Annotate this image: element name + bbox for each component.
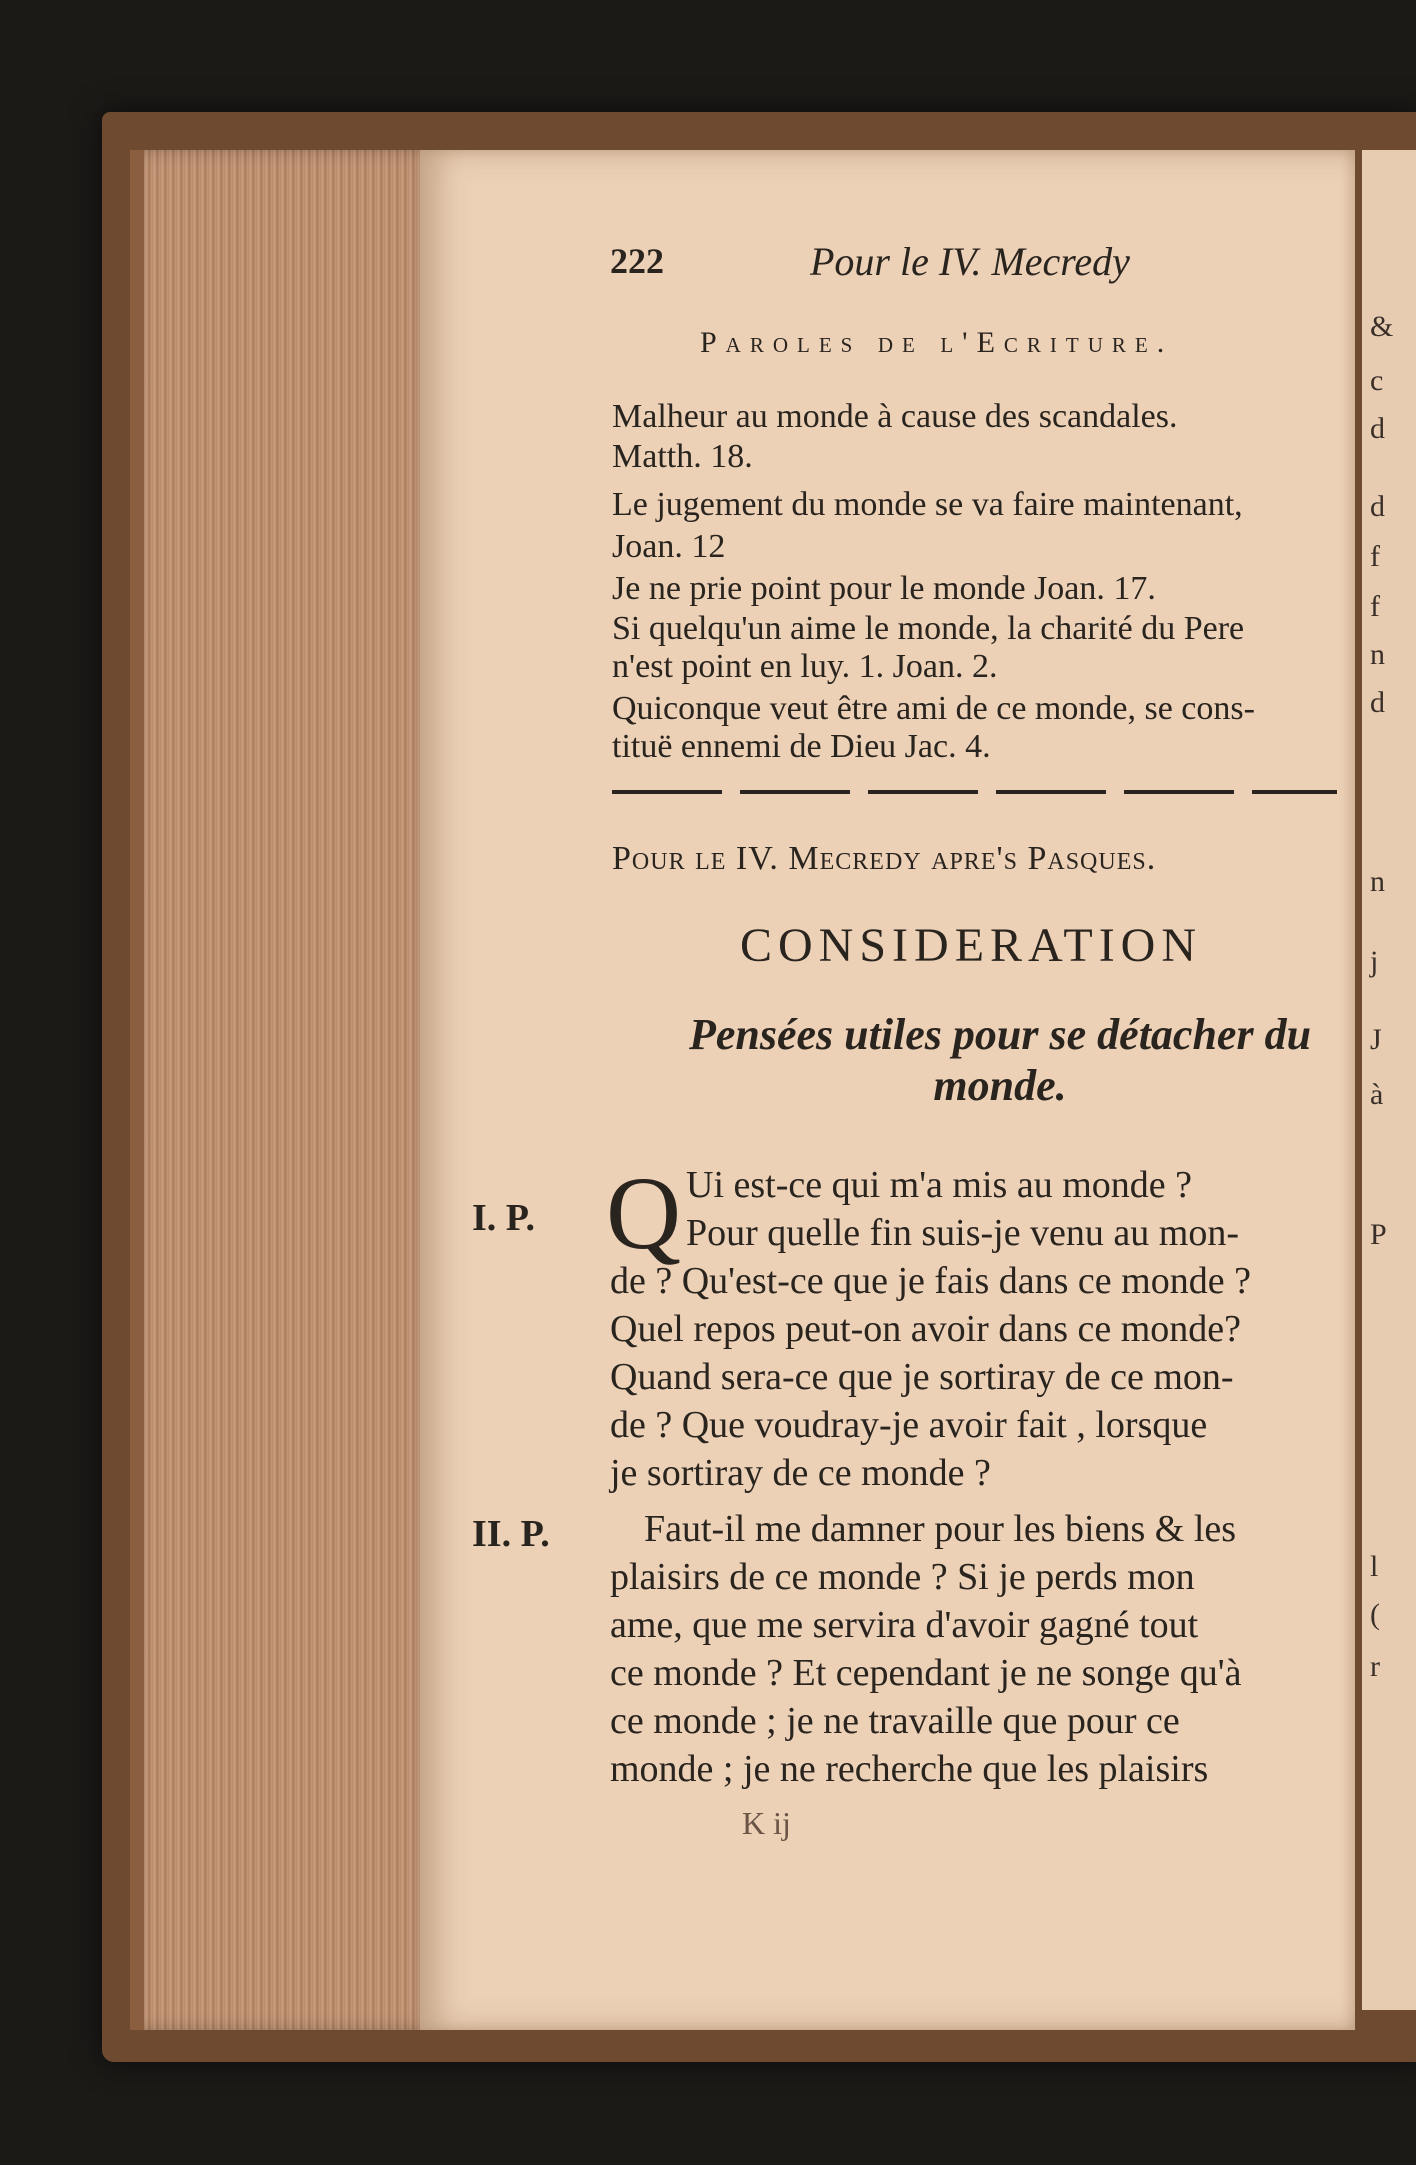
body-line: Quel repos peut-on avoir dans ce monde?	[610, 1308, 1242, 1350]
body-line: de ? Qu'est-ce que je fais dans ce monde ?	[610, 1260, 1251, 1302]
body-line: Faut-il me damner pour les biens & les	[644, 1508, 1237, 1550]
facing-fragment: à	[1370, 1078, 1384, 1111]
facing-fragment: (	[1370, 1598, 1380, 1631]
facing-fragment: P	[1370, 1218, 1387, 1251]
facing-fragment: c	[1370, 364, 1384, 397]
running-head: Pour le IV. Mecredy	[810, 239, 1130, 284]
facing-fragment: &	[1370, 310, 1394, 343]
facing-fragment: j	[1370, 945, 1379, 978]
body-line: Pour quelle fin suis-je venu au mon-	[686, 1212, 1240, 1254]
consideration-subtitle: Pensées utiles pour se détacher du monde.	[688, 1010, 1312, 1110]
margin-label-first-point: I. P.	[472, 1197, 536, 1239]
body-line: monde ; je ne recherche que les plaisirs	[610, 1748, 1209, 1790]
facing-fragment: l	[1370, 1550, 1379, 1583]
scripture-line: Le jugement du monde se va faire maintenant,	[612, 486, 1243, 523]
body-line: ce monde ; je ne travaille que pour ce	[610, 1700, 1180, 1742]
page-number: 222	[610, 241, 664, 281]
body-line: ame, que me servira d'avoir gagné tout	[610, 1604, 1199, 1646]
facing-fragment: n	[1370, 638, 1385, 671]
scripture-line: Matth. 18.	[612, 438, 753, 475]
facing-fragment: f	[1370, 590, 1380, 623]
scripture-title: Paroles de l'Ecriture.	[700, 326, 1174, 359]
facing-fragment: d	[1370, 490, 1385, 523]
signature-mark: K ij	[742, 1805, 791, 1841]
section-heading: Pour le IV. Mecredy apre's Pasques.	[612, 840, 1157, 877]
scripture-line: Joan. 12	[612, 528, 726, 565]
facing-fragment: r	[1370, 1650, 1380, 1683]
body-line: ce monde ? Et cependant je ne songe qu'à	[610, 1652, 1242, 1694]
body-line: de ? Que voudray-je avoir fait , lorsque	[610, 1404, 1208, 1446]
scripture-line: Si quelqu'un aime le monde, la charité du Pere	[612, 610, 1245, 647]
body-line: Ui est-ce qui m'a mis au monde ?	[686, 1164, 1192, 1206]
facing-fragment: J	[1370, 1023, 1382, 1056]
scripture-line: Quiconque veut être ami de ce monde, se cons-	[612, 690, 1255, 727]
body-line: Quand sera-ce que je sortiray de ce mon-	[610, 1356, 1234, 1398]
facing-fragment: d	[1370, 686, 1385, 719]
facing-fragment: n	[1370, 865, 1385, 898]
body-line: plaisirs de ce monde ? Si je perds mon	[610, 1556, 1195, 1598]
drop-cap: Q	[606, 1156, 682, 1271]
scripture-line: tituë ennemi de Dieu Jac. 4.	[612, 728, 991, 765]
scripture-line: n'est point en luy. 1. Joan. 2.	[612, 648, 998, 685]
ornamental-rule	[612, 790, 1337, 794]
facing-fragment: d	[1370, 412, 1385, 445]
body-line: je sortiray de ce monde ?	[610, 1452, 991, 1494]
facing-fragment: f	[1370, 540, 1380, 573]
scripture-line: Je ne prie point pour le monde Joan. 17.	[612, 570, 1156, 607]
scripture-line: Malheur au monde à cause des scandales.	[612, 398, 1178, 435]
margin-label-second-point: II. P.	[472, 1513, 550, 1555]
consideration-title: CONSIDERATION	[740, 919, 1202, 972]
